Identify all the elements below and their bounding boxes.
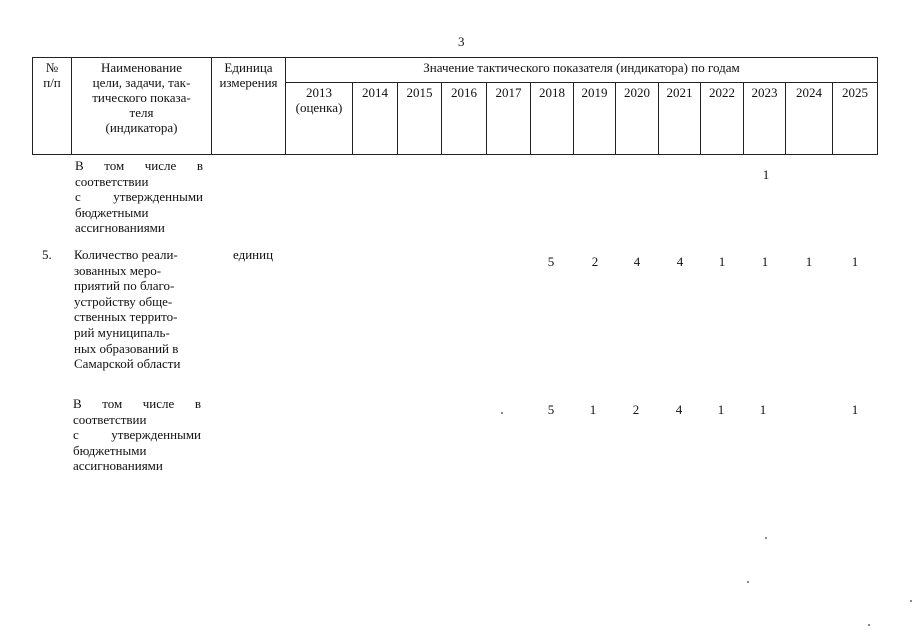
- cell-sub-b-2023: 1: [759, 402, 767, 417]
- scan-speck: [747, 581, 749, 583]
- col-unit-header: Единица измерения: [212, 58, 286, 155]
- year-header-2014: 2014: [353, 83, 398, 155]
- year-header-2015: 2015: [398, 83, 442, 155]
- cell-sub-b-2018: 5: [547, 402, 555, 417]
- indicator-table-header: [32, 57, 878, 155]
- cell-row5-2018: 5: [547, 254, 555, 269]
- year-header-2022: 2022: [701, 83, 744, 155]
- scan-speck: [765, 537, 767, 539]
- year-header-2016: 2016: [442, 83, 487, 155]
- year-header-2018: 2018: [531, 83, 574, 155]
- page-number: 3: [458, 34, 465, 49]
- year-header-2023: 2023: [744, 83, 786, 155]
- cell-sub-b-2020: 2: [632, 402, 640, 417]
- year-header-2025: 2025: [833, 83, 878, 155]
- cell-sub-b-2022: 1: [717, 402, 725, 417]
- row-5-number: 5.: [42, 247, 52, 262]
- year-header-2013: 2013 (оценка): [286, 83, 353, 155]
- year-header-2019: 2019: [574, 83, 616, 155]
- table-row-5-name: Количество реали- зованных меро- приятий по благо- устройству обще- ственных террито- рий муниципаль- ных образований в Самарской области: [74, 247, 181, 372]
- cell-row5-2020: 4: [633, 254, 641, 269]
- table-row-sub-b-name: В том числе в соответствии с утвержденными бюджетными ассигнованиями: [73, 396, 201, 474]
- table-row-sub-a-name: В том числе в соответствии с утвержденными бюджетными ассигнованиями: [75, 158, 203, 236]
- cell-sub-a-2023: 1: [762, 167, 770, 182]
- cell-row5-2019: 2: [591, 254, 599, 269]
- year-header-2020: 2020: [616, 83, 659, 155]
- col-values-group-header: Значение тактического показателя (индикатора) по годам: [286, 58, 878, 83]
- cell-row5-2025: 1: [851, 254, 859, 269]
- cell-row5-2024: 1: [805, 254, 813, 269]
- year-header-2021: 2021: [659, 83, 701, 155]
- col-name-header: Наименование цели, задачи, так- тического показа- теля (индикатора): [72, 58, 212, 155]
- cell-row5-2021: 4: [676, 254, 684, 269]
- year-header-2017: 2017: [487, 83, 531, 155]
- year-header-2024: 2024: [786, 83, 833, 155]
- cell-row5-2023: 1: [761, 254, 769, 269]
- cell-sub-b-2021: 4: [675, 402, 683, 417]
- scan-speck: [910, 600, 912, 602]
- scan-speck: [868, 624, 870, 626]
- row-5-unit: единиц: [233, 247, 274, 262]
- scan-speck: [501, 412, 503, 414]
- cell-sub-b-2019: 1: [589, 402, 597, 417]
- col-number-header: № п/п: [33, 58, 72, 155]
- cell-sub-b-2025: 1: [851, 402, 859, 417]
- cell-row5-2022: 1: [718, 254, 726, 269]
